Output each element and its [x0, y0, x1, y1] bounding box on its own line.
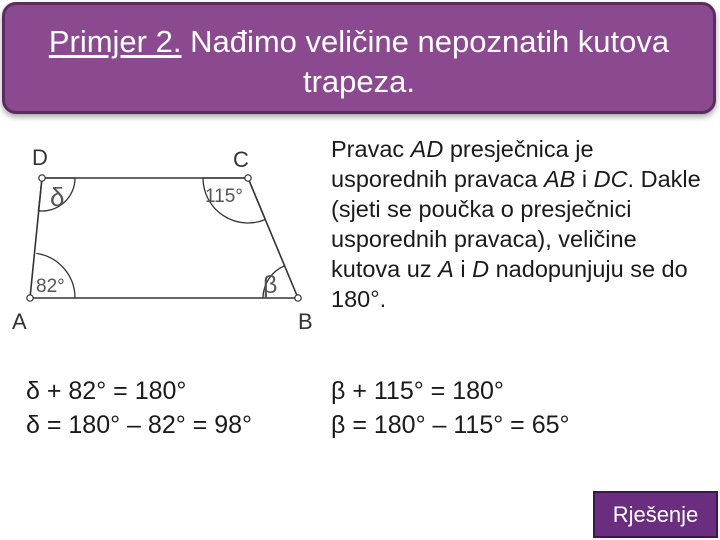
line-name-dc: DC — [593, 166, 628, 192]
example-number: Primjer 2. — [48, 24, 182, 59]
title-banner — [2, 2, 716, 114]
page-title-line-1 — [5, 22, 713, 62]
vertex-label-d: D — [32, 145, 48, 170]
page-title-line-2: trapeza. — [302, 64, 415, 99]
line-name-ad: AD — [410, 136, 444, 162]
vertex-label-a: A — [12, 309, 27, 334]
explanation-part: nadopunjuju se do 180°. — [331, 256, 688, 312]
vertex-label-b: B — [298, 309, 313, 334]
title-text: Nađimo veličine nepoznatih kutova — [181, 24, 670, 59]
explanation-part: Pravac — [331, 136, 411, 162]
explanation-text — [331, 134, 711, 314]
solution-button[interactable]: Rješenje — [593, 491, 718, 538]
equation-line: β = 180° – 115° = 65° — [331, 411, 570, 439]
explanation-part: i — [453, 256, 473, 282]
vertex-name-a: A — [438, 256, 454, 282]
angle-label-beta: β — [263, 271, 278, 299]
angle-label-delta: δ — [50, 182, 65, 212]
beta-equations — [331, 374, 570, 442]
equation-line: δ = 180° – 82° = 98° — [26, 411, 253, 439]
vertex-point-b — [295, 295, 301, 301]
equation-line: β + 115° = 180° — [331, 377, 504, 405]
vertex-point-a — [27, 295, 33, 301]
trapezoid-figure — [0, 130, 330, 340]
line-name-ab: AB — [543, 166, 576, 192]
vertex-label-c: C — [233, 147, 249, 172]
explanation-part: i — [575, 166, 594, 192]
vertex-point-d — [39, 175, 45, 181]
equation-line: δ + 82° = 180° — [26, 377, 187, 405]
angle-label-a: 82° — [36, 276, 65, 297]
delta-equations — [26, 374, 252, 442]
explanation-part: . Dakle (sjeti se poučka o presječnici usporednih pravaca), veličine kutova uz — [331, 166, 701, 282]
vertex-point-c — [245, 175, 251, 181]
vertex-name-d: D — [472, 256, 490, 282]
angle-label-c: 115° — [205, 186, 243, 207]
explanation-part: presječnica je usporednih pravaca — [331, 136, 594, 192]
